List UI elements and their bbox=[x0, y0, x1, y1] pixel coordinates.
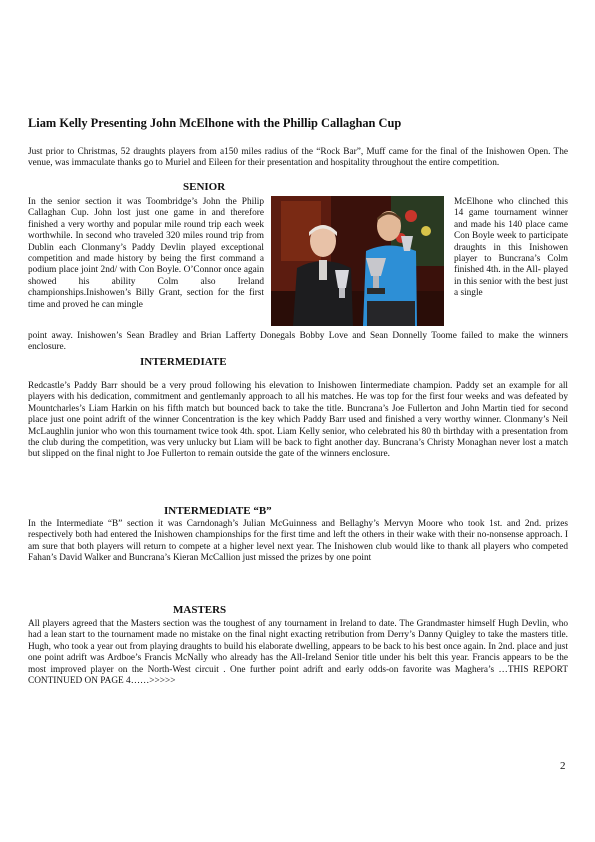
intermediate-b-paragraph: In the Intermediate “B” section it was Carndonagh’s Julian McGuinness and Bellaghy’s Mervyn Moore who took 1st. and 2nd. prizes respectively both had entered the Inishowen championships for the first time and left the others in their wake with their no-nonsense approach. I am sure that both players will return to compete at a higher level next year. The Inishowen club would like to thank all players who competed Fahan’s David Walker and Buncrana’s Kieran McCallion just missed the prizes by one point bbox=[28, 519, 568, 564]
intermediate-paragraph: Redcastle’s Paddy Barr should be a very proud following his elevation to Inishowen Iintermediate champion. Paddy set an example for all players with his dedication, commitment and gentlemanly approach to all his matches. He was top for the first four weeks and was defeated by Mountcharles’s Liam Harkin on his fifth match but bounced back to take the title. Buncrana’s Joe Fullerton and John Martin tied for second place just one point adrift of the winner Concentration is the key which Paddy Barr used and finished a very worthy winner. Clonmany’s Neil McLaughlin junior who won this tournament twice took 4th. spot. Liam Kelly senior, who celebrated his 80 th birthday with a presentation from the club during the competition, was very unlucky but Liam will be back to fight another day. Buncrana’s Christy Monaghan never lost a match but slipped on the final night to Joe Fullerton to remain outside the gate of the winners enclosure. bbox=[28, 381, 568, 460]
senior-left-column: In the senior section it was Toombridge’s John the Philip Callaghan Cup. John lost just one game in and therefore finished a very worthy and popular mile round trip each week worthwhile. In second who traveled 320 miles round trip from Dublin each Clonmany’s Paddy Devlin played exceptional competition and made history by being the first command a podium place joint 2nd/ with Con Boyle. O’Connor once again showed his ability Colm also Ireland championships.Inishowen’s Billy Grant, section for the first time and proved he can mingle bbox=[28, 197, 264, 310]
senior-tail-paragraph: point away. Inishowen’s Sean Bradley and Brian Lafferty Donegals Bobby Love and Sean Donnelly Toome failed to make the winners enclosure. bbox=[28, 331, 568, 353]
masters-paragraph: All players agreed that the Masters section was the toughest of any tournament in Ireland to date. The Grandmaster himself Hugh Devlin, who had a lean start to the tournament made no mistake on the final night exacting retribution from Derry’s Danny Quigley to take the masters title. Hugh, who took a year out from playing draughts to build his elaborate dwelling, appears to be back to his best once again. In 2nd. place and just one point adrift was Ardboe’s Francis McNally who already has the All-Ireland Senior title under his belt this year. Francis appears to be the most improved player on the North-West circuit . One further point adrift and early odds-on favorite was Maghera’s …THIS REPORT CONTINUED ON PAGE 4……>>>>> bbox=[28, 619, 568, 687]
masters-heading: MASTERS bbox=[173, 604, 227, 616]
presentation-photo-image bbox=[271, 196, 444, 326]
senior-right-column: McElhone who clinched this 14 game tournament winner and made his 140 place came Con Boyle week to participate draughts in this Inishowen player to Buncrana’s Colm finished 4th. in the All- played in this senior with the best just a single bbox=[454, 197, 568, 299]
intermediate-b-heading: INTERMEDIATE “B” bbox=[164, 505, 272, 517]
intermediate-heading: INTERMEDIATE bbox=[140, 356, 227, 368]
article-title: Liam Kelly Presenting John McElhone with the Phillip Callaghan Cup bbox=[28, 116, 402, 130]
page-number: 2 bbox=[560, 760, 566, 772]
senior-heading: SENIOR bbox=[183, 181, 226, 193]
intro-paragraph: Just prior to Christmas, 52 draughts players from a150 miles radius of the “Rock Bar”, Muff came for the final of the Inishowen Open. The venue, was immaculate thanks go to Muriel and Eileen for their presentation and hospitality throughout the entire competition. bbox=[28, 147, 568, 169]
presentation-photo bbox=[271, 196, 444, 326]
